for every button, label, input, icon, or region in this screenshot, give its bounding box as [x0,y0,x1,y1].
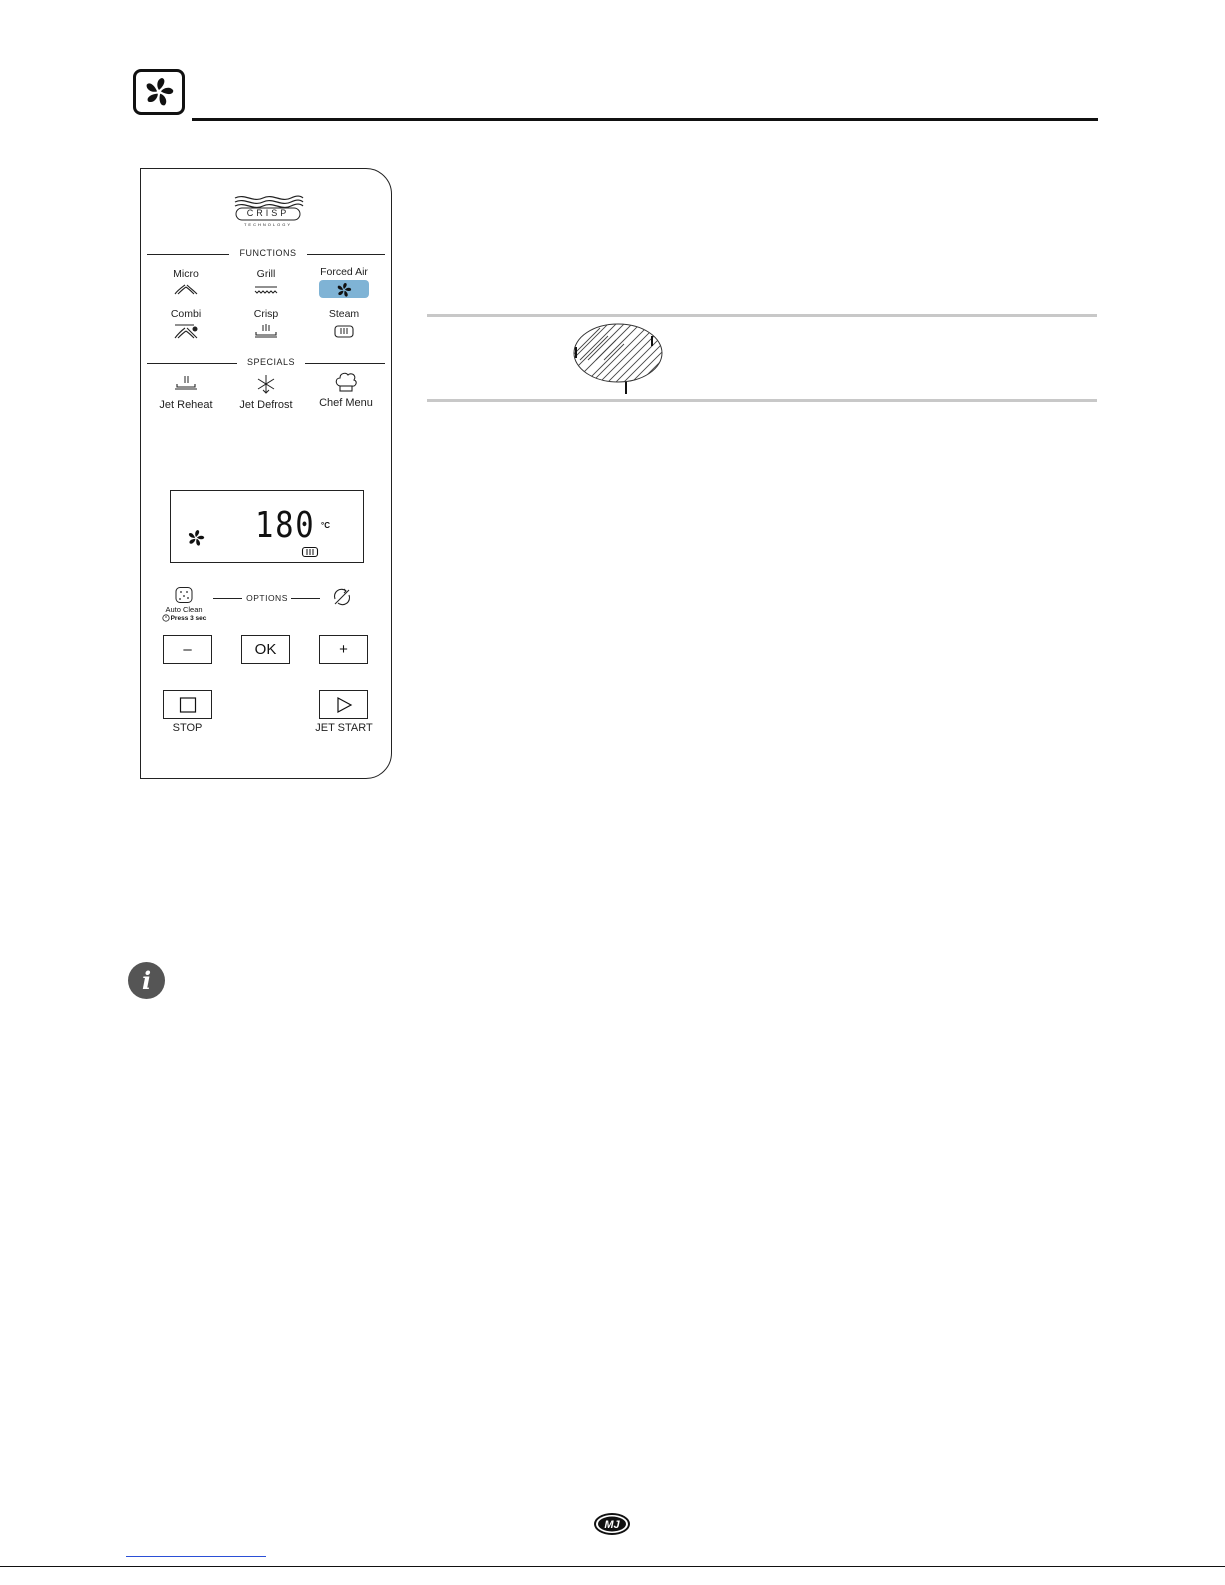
specials-title: SPECIALS [237,357,305,367]
auto-clean-icon [174,586,194,604]
turntable-off-icon [331,587,353,607]
lcd-display [170,490,364,563]
function-combi[interactable] [151,308,221,340]
display-fan-icon [187,529,205,547]
special-chef-menu-label: Chef Menu [319,397,373,409]
crisp-plate-icon [253,322,279,340]
options-rule-left [213,598,242,599]
press-hint [158,614,210,622]
function-steam[interactable] [309,308,379,340]
special-jet-defrost-label: Jet Defrost [239,399,293,411]
crisp-logo-subtext: TECHNOLOGY [243,222,292,227]
forced-air-selected-highlight [319,280,369,298]
forced-air-fan-icon [133,69,185,115]
grill-rack-illustration [572,320,664,396]
micro-waves-icon [173,282,199,296]
footer-link-underline[interactable] [126,1556,266,1557]
control-panel [140,168,392,779]
special-jet-reheat-label: Jet Reheat [159,399,213,411]
wire-rack-icon [572,320,664,396]
display-unit: °C [321,521,330,530]
combi-icon [172,322,200,340]
function-crisp[interactable] [231,308,301,340]
turntable-off-option[interactable] [331,587,355,609]
display-steamer-icon [301,546,319,558]
jet-start-button[interactable] [319,690,368,719]
header-rule [192,118,1098,121]
function-combi-label: Combi [170,308,202,320]
crisp-logo [229,191,309,231]
steamer-icon [331,322,357,340]
function-grill[interactable] [231,268,301,296]
chef-hat-icon [333,371,359,395]
function-micro[interactable] [151,268,221,296]
footer-rule [0,1566,1225,1567]
function-crisp-label: Crisp [253,308,279,320]
brand-logo [592,1511,632,1537]
auto-clean-label: Auto Clean [165,605,203,614]
fan-icon [336,282,352,298]
plate-reheat-icon [173,373,199,393]
function-forced-air[interactable] [309,266,379,298]
minus-button-label: – [183,641,192,658]
function-forced-air-label: Forced Air [320,266,368,278]
crisp-logo-text: CRISP [246,208,290,218]
function-steam-label: Steam [328,308,360,320]
options-rule-right [291,598,320,599]
ok-button-label: OK [254,641,277,658]
options-title: OPTIONS [246,593,288,603]
auto-clean-option[interactable] [158,586,210,626]
special-chef-menu[interactable] [306,371,386,409]
ok-button[interactable] [241,635,290,664]
function-grill-label: Grill [256,268,276,280]
functions-title: FUNCTIONS [229,248,307,258]
stop-square-icon [179,697,197,713]
stop-button[interactable] [163,690,212,719]
snowflake-icon [253,373,279,395]
timer-icon [162,614,170,622]
plus-button[interactable] [319,635,368,664]
special-jet-defrost[interactable] [226,373,306,411]
grill-icon [253,282,279,296]
jet-start-label: JET START [315,722,373,734]
minus-button[interactable] [163,635,212,664]
diagram-rule-top [427,314,1097,317]
function-micro-label: Micro [173,268,199,280]
press-hint-label: Press 3 sec [170,614,207,622]
special-jet-reheat[interactable] [146,373,226,411]
display-temperature: 180 [255,505,316,546]
stop-label: STOP [172,722,203,734]
diagram-rule-bottom [427,399,1097,402]
plus-button-label: + [339,641,348,658]
play-triangle-icon [335,696,353,714]
info-icon: i [128,962,165,999]
brand-logo-text: MJ [604,1519,620,1531]
